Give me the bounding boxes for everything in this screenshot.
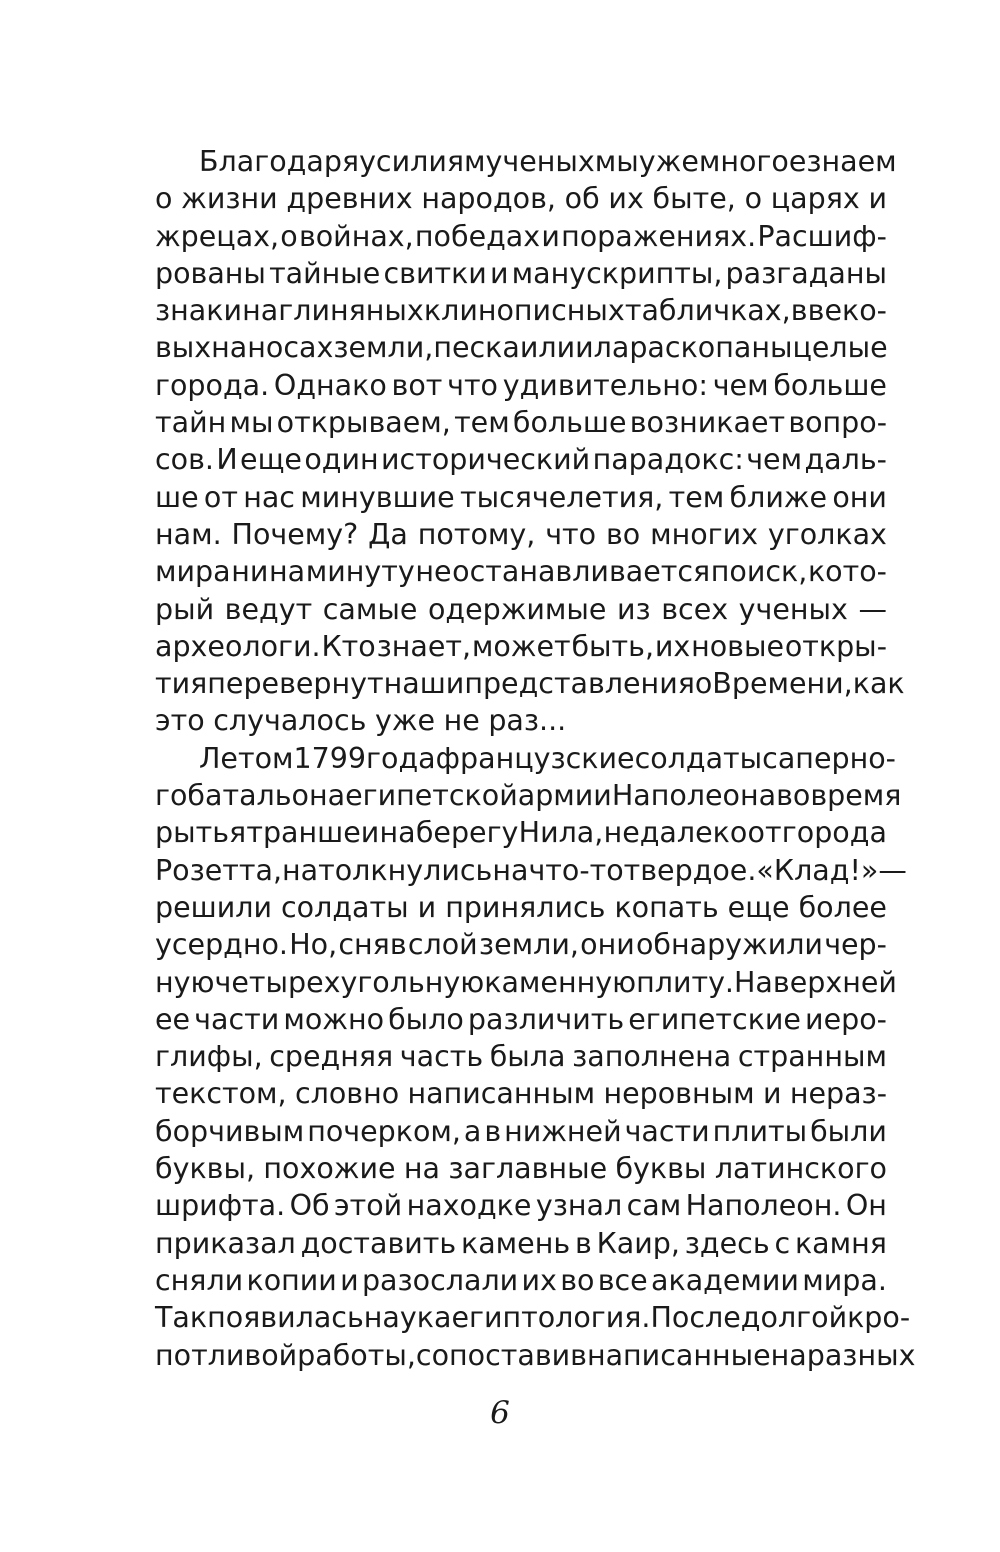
text-line: потливой работы, сопоставив написанные на разных (155, 1338, 916, 1372)
text-line: Благодаря усилиям ученых мы уже многое знаем (199, 145, 897, 178)
text-line: Так появилась наука египтология. После долгой кро- (155, 1301, 911, 1335)
text-line: города. Однако вот что удивительно: чем больше (155, 368, 887, 402)
text-line: тия перевернут наши представления о Времени, как (155, 667, 905, 701)
text-line: шрифта. Об этой находке узнал сам Наполеон. Он (155, 1189, 887, 1223)
text-line: это случалось уже не раз... (155, 704, 567, 738)
text-line: рованы тайные свитки и манускрипты, разгаданы (155, 256, 887, 290)
text-line: текстом, словно написанным неровным и нераз- (155, 1077, 887, 1111)
text-line: знаки на глиняных клинописных табличках, в веко- (155, 294, 887, 328)
text-line: глифы, средняя часть была заполнена странным (155, 1040, 887, 1074)
body-text (155, 143, 916, 1374)
text-line: ную четырехугольную каменную плиту. На верхней (155, 965, 897, 999)
text-line: ее части можно было различить египетские иеро- (155, 1002, 887, 1036)
text-line: Розетта, натолкнулись на что-то твердое. «Клад!» — (155, 853, 907, 887)
text-line: рытья траншеи на берегу Нила, недалеко от города (155, 816, 887, 850)
text-line: усердно. Но, сняв слой земли, они обнаружили чер- (155, 928, 887, 962)
text-line: жрецах, о войнах, победах и поражениях. Расшиф- (155, 219, 887, 253)
text-line: нам. Почему? Да потому, что во многих уголках (155, 517, 887, 551)
text-line: борчивым почерком, а в нижней части плиты были (155, 1114, 887, 1148)
text-line: решили солдаты и принялись копать еще более (155, 890, 887, 924)
text-line: буквы, похожие на заглавные буквы латинского (155, 1152, 887, 1186)
text-line: го батальона египетской армии Наполеона во время (155, 779, 902, 813)
page-number: 6 (490, 1395, 510, 1431)
text-line: Летом 1799 года французские солдаты саперно- (199, 741, 896, 775)
text-line: рый ведут самые одержимые из всех ученых — (155, 592, 887, 626)
text-line: археологи. Кто знает, может быть, их новые откры- (155, 629, 887, 663)
text-line: мира ни на минуту не останавливается поиск, кото- (155, 555, 887, 589)
text-line: сняли копии и разослали их во все академии мира. (155, 1263, 887, 1297)
text-line: ше от нас минувшие тысячелетия, тем ближе они (155, 480, 887, 514)
text-line: приказал доставить камень в Каир, здесь с камня (155, 1226, 887, 1260)
text-line: вых наносах земли, песка или ила раскопаны целые (155, 331, 888, 365)
text-line: о жизни древних народов, об их быте, о царях и (155, 182, 887, 216)
text-line: сов. И еще один исторический парадокс: чем даль- (155, 443, 887, 477)
text-line: тайн мы открываем, тем больше возникает вопро- (155, 406, 887, 440)
